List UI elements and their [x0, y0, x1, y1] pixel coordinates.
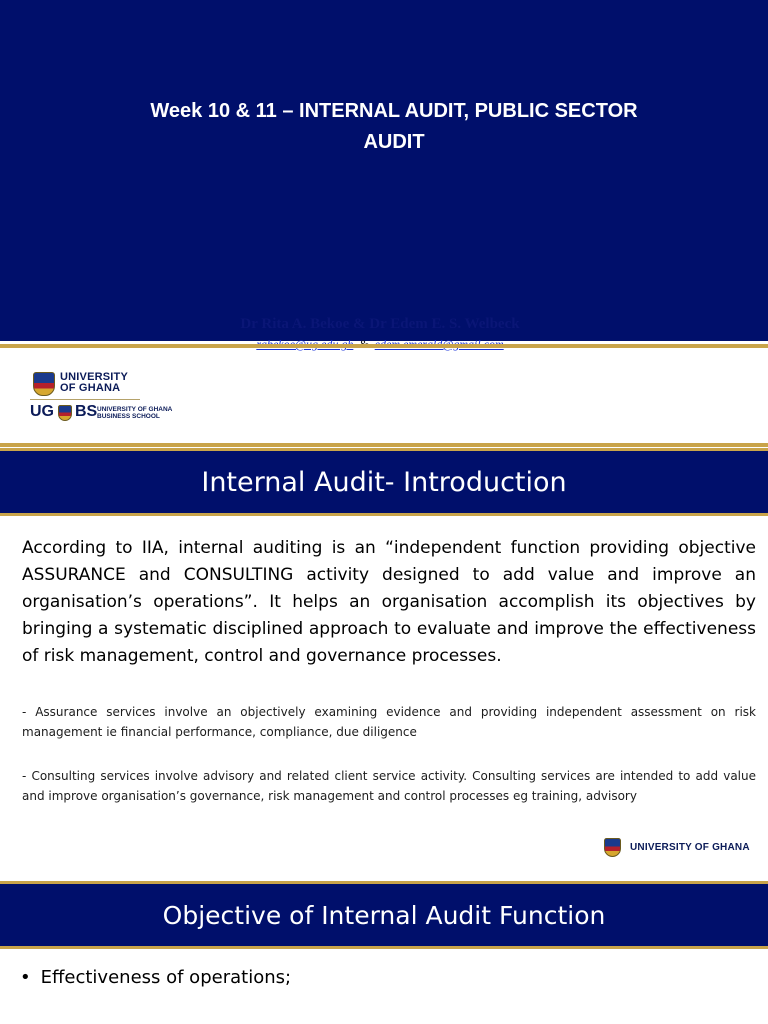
ug-logo-line-1: UNIVERSITY — [60, 371, 129, 383]
assurance-services-point: - Assurance services involve an objectively examining evidence and providing independent assessment on risk management ie financial performance, compliance, due diligence — [22, 705, 756, 739]
ugbs-prefix: UG — [30, 403, 54, 420]
footer-logo-text: UNIVERSITY OF GHANA — [630, 842, 750, 853]
ug-ugbs-logo — [30, 370, 210, 424]
ugbs-subtitle-line-2: BUSINESS SCHOOL — [97, 413, 160, 420]
slide3-heading-banner — [0, 884, 768, 946]
divider-gold-bottom — [0, 443, 768, 447]
footer-logo — [604, 838, 764, 860]
university-crest-icon — [33, 372, 55, 396]
slide3-heading: Objective of Internal Audit Function — [162, 901, 606, 930]
consulting-services-point: - Consulting services involve advisory and related client service activity. Consulting services are intended to add value and improve organisation’s governance, risk management and control processes eg training, advisory — [22, 769, 756, 803]
title-slide-background — [0, 0, 768, 341]
logo-divider — [30, 399, 140, 400]
list-item-text: Effectiveness of operations; — [40, 967, 292, 988]
ugbs-suffix: BS — [75, 403, 98, 420]
iia-definition-paragraph: According to IIA, internal auditing is an “independent function providing objective ASSURANCE and CONSULTING activity designed to add value and improve an organisation’s operations”. It helps an organisation accomplish its objectives by bringing a systematic disciplined approach to evaluate and improve the effectiveness of risk management, control and governance processes. — [22, 538, 756, 666]
university-crest-icon — [604, 838, 621, 857]
slide2-heading: Internal Audit- Introduction — [201, 467, 567, 498]
slide-title: Week 10 & 11 – INTERNAL AUDIT, PUBLIC SECTOR AUDIT — [150, 100, 638, 153]
ugbs-subtitle — [97, 406, 172, 420]
ugbs-subtitle-line-1: UNIVERSITY OF GHANA — [97, 406, 173, 413]
list-item — [20, 967, 291, 988]
slide2-heading-banner — [0, 451, 768, 513]
banner-gold-border — [0, 946, 768, 949]
bullet-icon: • — [20, 967, 31, 988]
ug-logo-text — [60, 372, 128, 394]
banner-gold-border — [0, 513, 768, 516]
divider-gold-top — [0, 344, 768, 348]
authors-line: Dr Rita A. Bekoe & Dr Edem E. S. Welbeck — [240, 316, 520, 332]
ugbs-crest-icon — [58, 405, 72, 421]
ug-logo-line-2: OF GHANA — [60, 382, 121, 394]
